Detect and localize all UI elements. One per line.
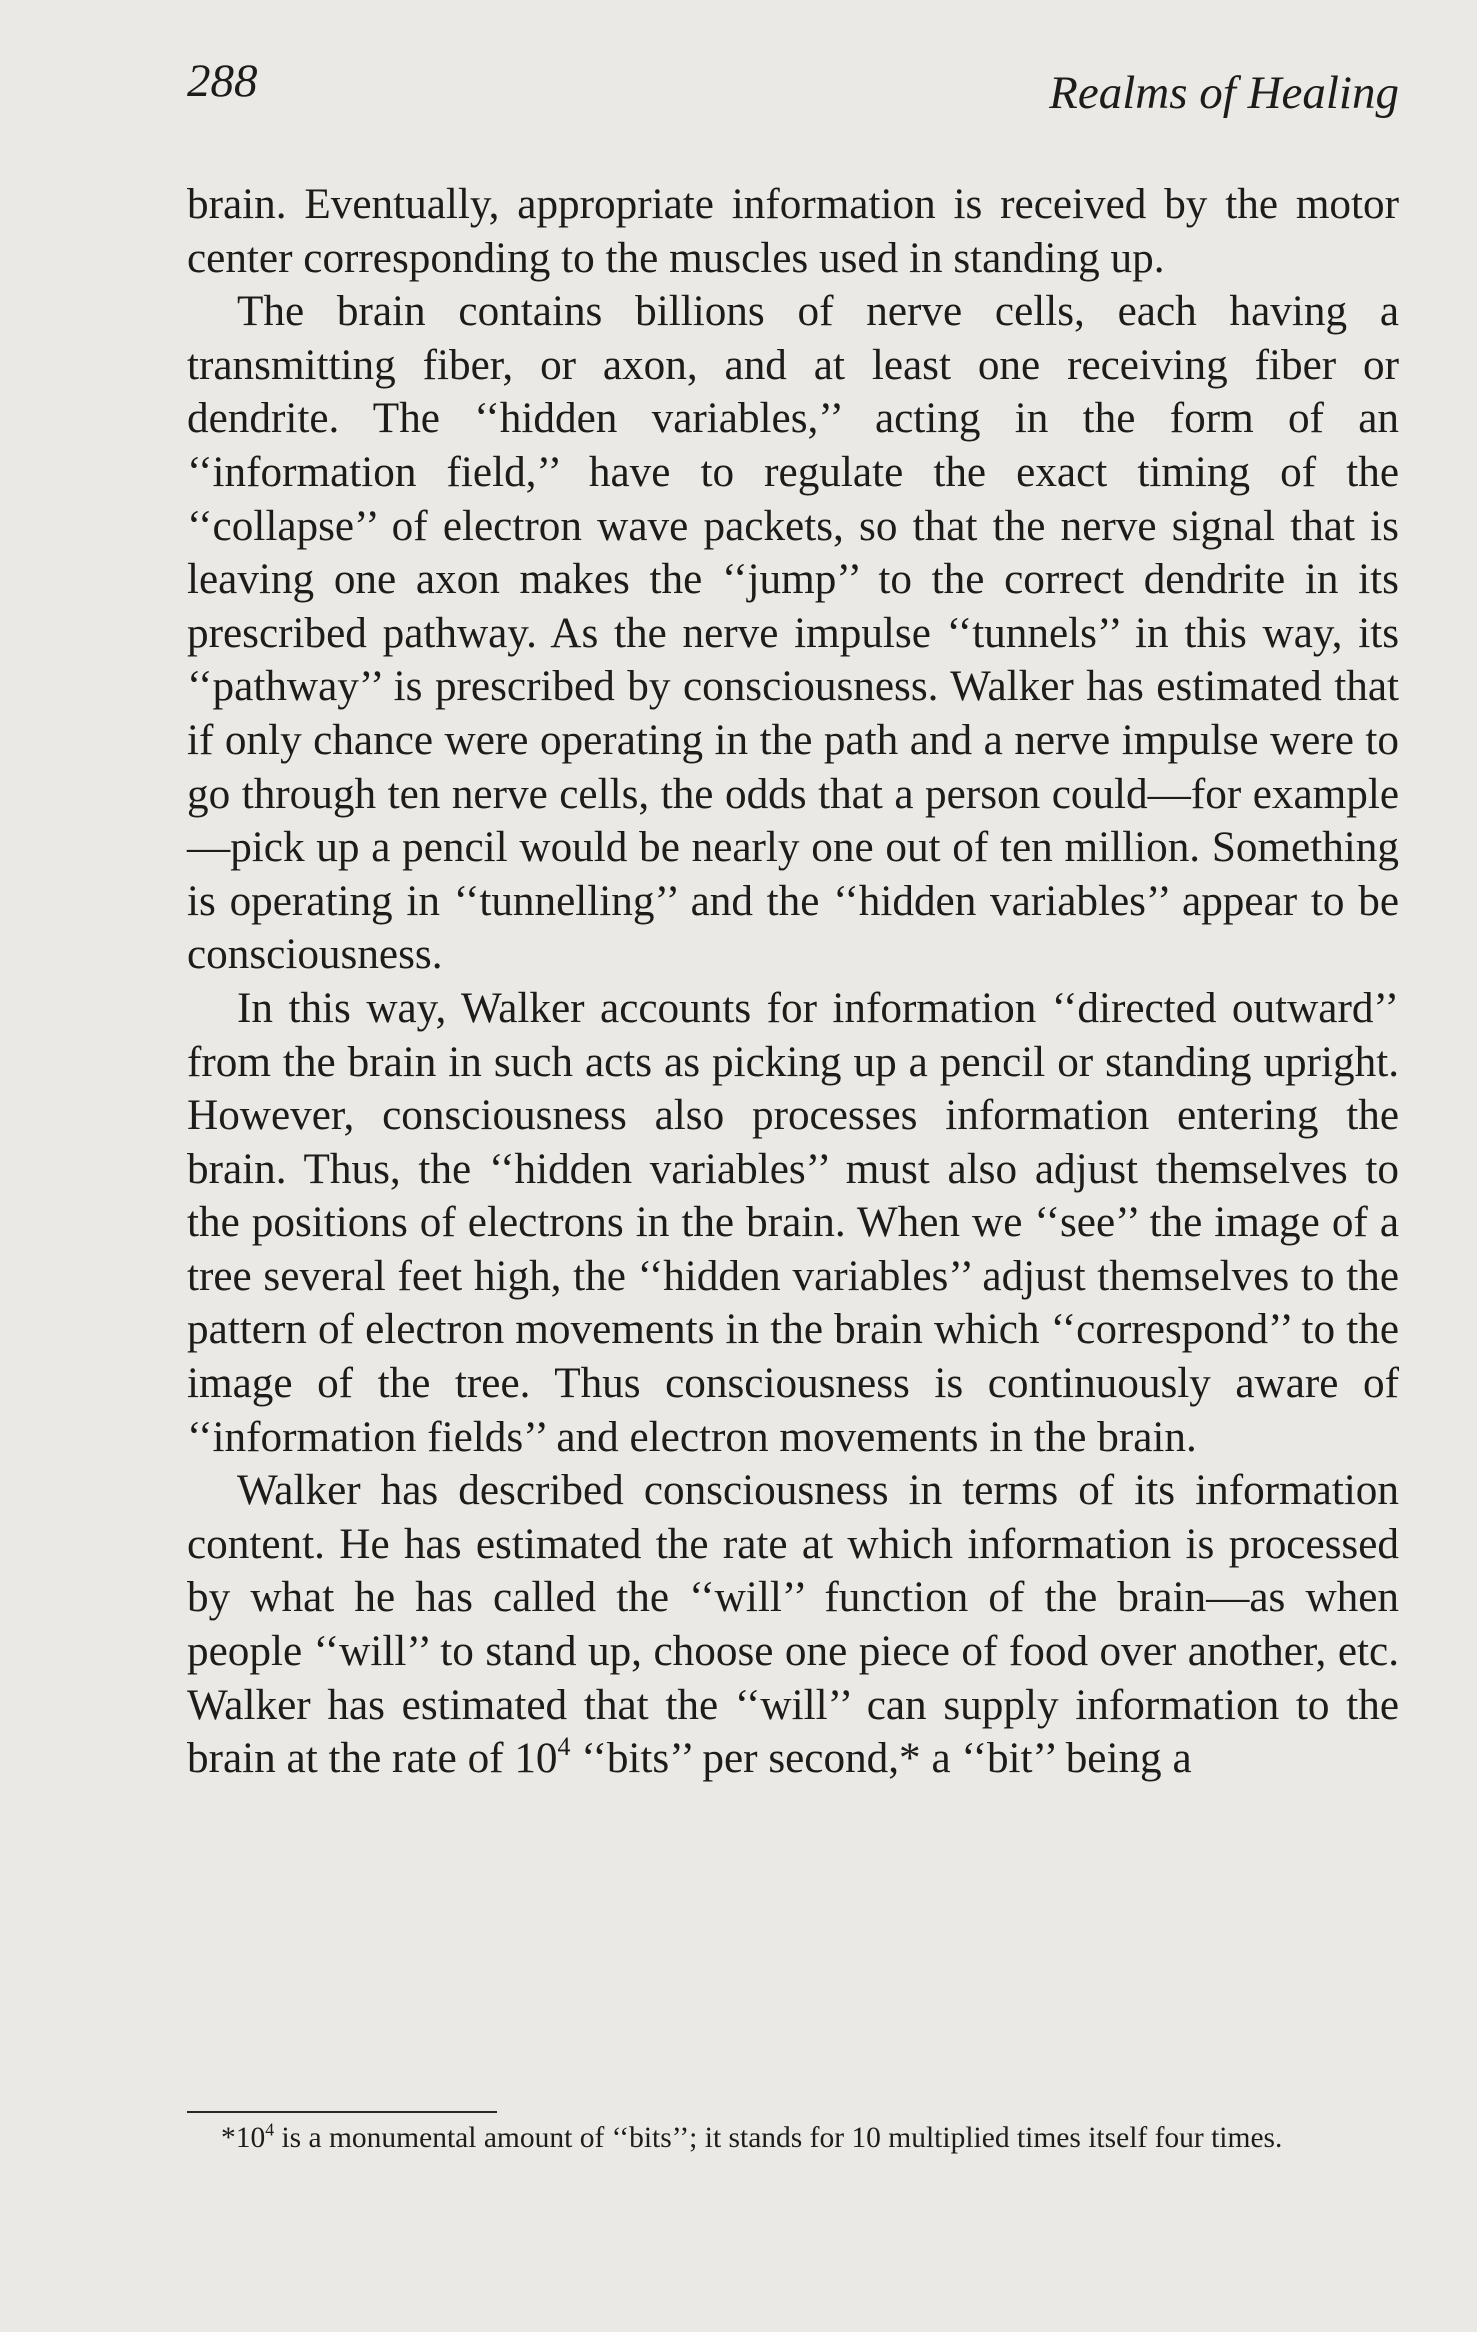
running-title: Realms of Healing: [1049, 67, 1399, 119]
footnote: [187, 2120, 1399, 2157]
footnote-text: is a monumental amount of ‘‘bits’’; it stands for 10 multiplied times itself four times.: [274, 2122, 1283, 2154]
footnote-rule: [187, 2111, 497, 2113]
page-header: [187, 54, 1399, 124]
paragraph: In this way, Walker accounts for information ‘‘directed outward’’ from the brain in such acts as picking up a pencil or standing upright. However, consciousness also processes information entering the brain. Thus, the ‘‘hidden variables’’ must also adjust themselves to the positions of electrons in the brain. When we ‘‘see’’ the image of a tree several feet high, the ‘‘hidden variables’’ adjust themselves to the pattern of electron movements in the brain which ‘‘correspond’’ to the image of the tree. Thus consciousness is continuously aware of ‘‘information fields’’ and electron movements in the brain.: [187, 984, 1399, 1461]
body-text: [187, 178, 1399, 1786]
paragraph: [187, 1464, 1399, 1786]
exponent: 4: [557, 1732, 571, 1762]
paragraph: brain. Eventually, appropriate information is received by the motor center corresponding to the muscles used in standing up.: [187, 181, 1399, 282]
footnote-marker: *10: [221, 2122, 266, 2154]
paragraph-text: ‘‘bits’’ per second,* a ‘‘bit’’ being a: [570, 1735, 1192, 1783]
paragraph-text: Walker has described consciousness in terms of its information content. He has estimated the rate at which information is processed by what he has called the ‘‘will’’ function of the brain—as when people ‘‘will’’ to stand up, choose one piece of food over another, etc. Walker has estimated that the ‘‘will’’ can supply information to the brain at the rate of 10: [187, 1467, 1399, 1783]
page-number: 288: [187, 55, 258, 107]
paragraph: The brain contains billions of nerve cells, each having a transmitting fiber, or axon, and at least one receiving fiber or dendrite. The ‘‘hidden variables,’’ acting in the form of an ‘‘information field,’’ have to regulate the exact timing of the ‘‘collapse’’ of electron wave packets, so that the nerve signal that is leaving one axon makes the ‘‘jump’’ to the correct dendrite in its prescribed pathway. As the nerve impulse ‘‘tunnels’’ in this way, its ‘‘pathway’’ is prescribed by consciousness. Walker has estimated that if only chance were operating in the path and a nerve impulse were to go through ten nerve cells, the odds that a person could—for example—pick up a pencil would be nearly one out of ten million. Something is operating in ‘‘tunnelling’’ and the ‘‘hidden variables’’ appear to be consciousness.: [187, 288, 1399, 979]
exponent: 4: [265, 2119, 275, 2140]
